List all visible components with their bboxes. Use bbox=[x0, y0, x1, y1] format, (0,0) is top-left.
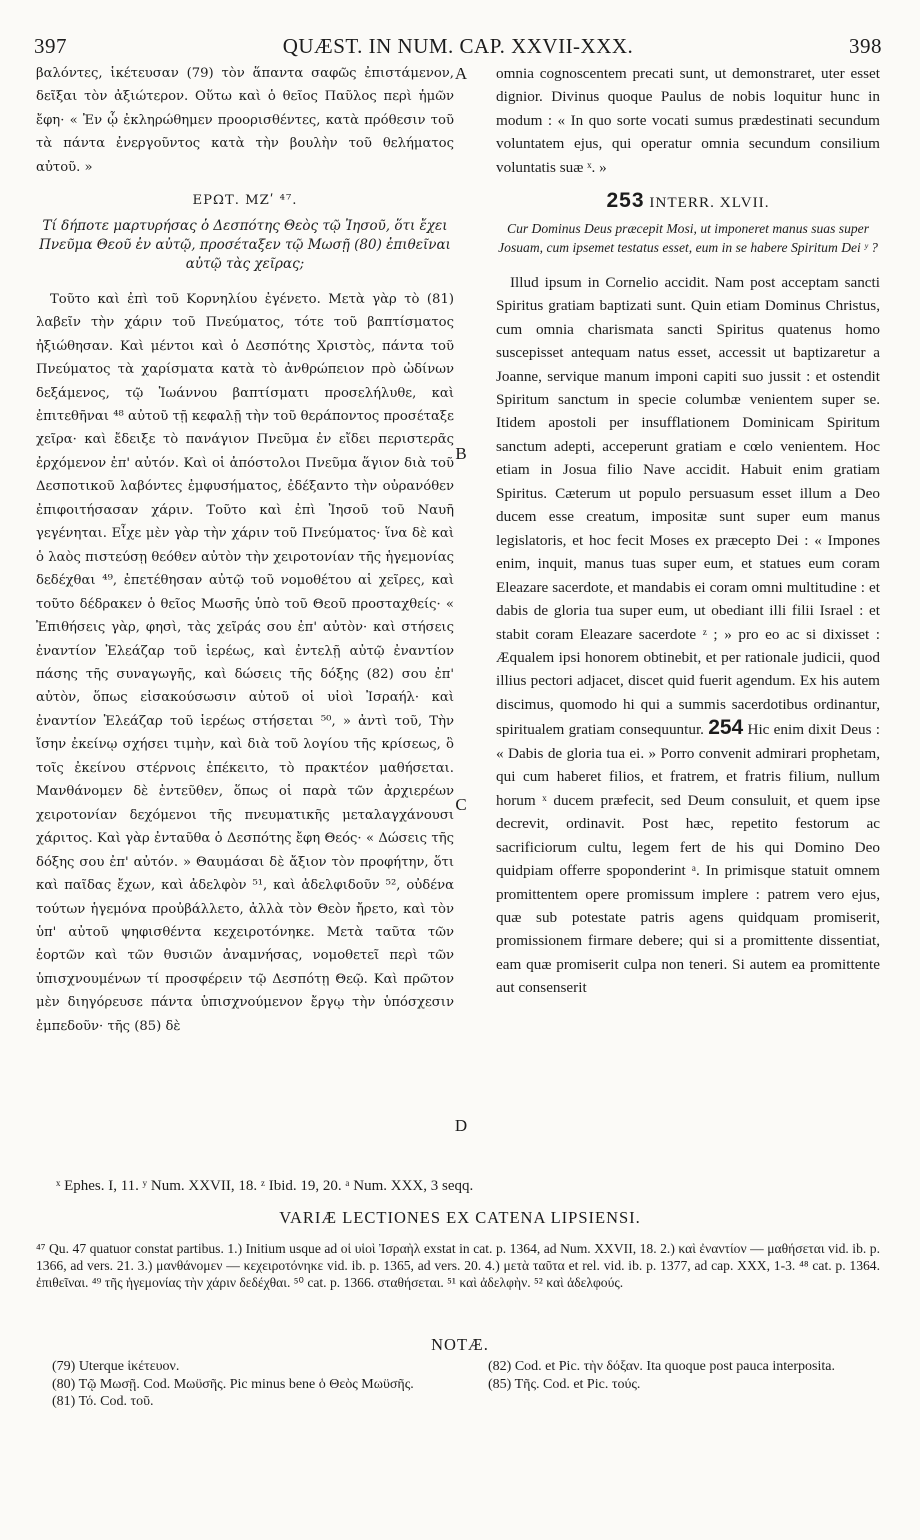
note-82: (82) Cod. et Pic. τὴν δόξαν. Ita quoque post pauca interposita. bbox=[488, 1359, 835, 1374]
page-number-right: 398 bbox=[849, 34, 882, 58]
latin-body-part-2: Hic enim dixit Deus : « Dabis de gloria tua ei. » Porro convenit admirari prophetam, qui cum haberet filios, et fratrem, et fratris filium, nullum horum ˣ ducem præfecit, sed Deum consuluit, et quem ipse decrevit, ordinavit. Post hæc, repetito festorum ac sacrificiorum cultu, legem fert de his qui Domino Deo quidpiam offerre spoponderint ᵃ. In primisque statuit omnem promittentem opere promissum implere : patrem vero ejus, quæ sub potestate patris agens quidquam promiserit, promissionem firmare debere; qui si a promittente dissentiat, eam quæ promiserit culpa non teneri. Si autem ea promittente aut consenserit bbox=[496, 721, 880, 997]
margin-letter-a: A bbox=[454, 64, 468, 83]
section-number: 253 bbox=[606, 189, 645, 213]
notae-title: NOTÆ. bbox=[431, 1335, 489, 1354]
note-81: (81) Τό. Cod. τοῦ. bbox=[52, 1394, 154, 1409]
variae-lectiones-title: VARIÆ LECTIONES EX CATENA LIPSIENSI. bbox=[279, 1208, 641, 1227]
notae-right-column bbox=[488, 1358, 888, 1393]
note-80: (80) Τῷ Μωσῇ. Cod. Μωϋσῆς. Pic minus bene ὁ Θεὸς Μωϋσῆς. bbox=[52, 1376, 414, 1392]
page-header bbox=[34, 34, 882, 60]
latin-body-paragraph bbox=[496, 271, 880, 1000]
latin-section-heading bbox=[496, 189, 880, 214]
margin-letter-c: C bbox=[455, 795, 467, 814]
latin-question: Cur Dominus Deus præcepit Mosi, ut imponeret manus suas super Josuam, cum ipsemet testatus esset, eum in se habere Spiritum Dei ʸ ? bbox=[498, 220, 878, 255]
greek-column bbox=[36, 62, 454, 1038]
running-title: QUÆST. IN NUM. CAP. XXVII-XXX. bbox=[282, 34, 634, 58]
greek-intro-paragraph: βαλόντες, ἱκέτευσαν (79) τὸν ἅπαντα σαφῶς ἐπιστάμενον, δεῖξαι τὸν ἀξιώτερον. Οὕτω καὶ ὁ θεῖος Παῦλος περὶ ἡμῶν ἔφη· « Ἐν ᾧ ἐκληρώθημεν προορισθέντες, κατὰ πρόθεσιν τοῦ τὰ πάντα ἐνεργοῦντος κατὰ τὴν βουλὴν τοῦ θελήματος αὐτοῦ. » bbox=[36, 66, 454, 175]
latin-intro-paragraph: omnia cognoscentem precati sunt, ut demonstraret, uter esset dignior. Divinus quoque Paulus de nobis loquitur hunc in modum : « In quo sorte vocati sumus prædestinati secundum voluntatem ejus, qui operatur omnia secundum consilium voluntatis suæ ˣ. » bbox=[496, 65, 880, 176]
note-85: (85) Τῆς. Cod. et Pic. τούς. bbox=[488, 1376, 641, 1392]
greek-question: Τί δήποτε μαρτυρήσας ὁ Δεσπότης Θεὸς τῷ Ἰησοῦ, ὅτι ἔχει Πνεῦμα Θεοῦ ἐν αὐτῷ, προσέταξεν τῷ Μωσῇ (80) ἐπιθεῖναι αὐτῷ τὰς χεῖρας; bbox=[39, 217, 451, 272]
margin-letter-d: D bbox=[454, 1116, 468, 1135]
notae-left-column bbox=[52, 1358, 472, 1411]
note-79: (79) Uterque ἱκέτευον. bbox=[52, 1359, 180, 1374]
scripture-footnotes: ˣ Ephes. I, 11. ʸ Num. XXVII, 18. ᶻ Ibid. 19, 20. ᵃ Num. XXX, 3 seqq. bbox=[56, 1178, 474, 1194]
latin-column bbox=[496, 62, 880, 1000]
section-number-2: 254 bbox=[708, 716, 744, 740]
latin-section-title: INTERR. XLVII. bbox=[644, 194, 770, 212]
latin-body-part-1: Illud ipsum in Cornelio accidit. Nam post acceptam sancti Spiritus gratiam baptizati sunt. Quin etiam Dominus Christus, cum omnia charismata sancti Spiritus quatenus homo suscepisset antequam natus esset, accessit ut baptizaretur a Joanne, servique manum imponi capiti suo jussit : et ostendit Spiritum sanctum in specie columbæ venientem super se. Itidem apostoli per insufflationem Dominicam Spiritum sanctum adepti, acceperunt gratiam e cœlo venientem. Hoc etiam in Josua filio Nave accidit. Habuit enim gratiam Spiritus. Cæterum ut populo persuasum esset illum a Deo ducem esse creatum, impositæ sunt super eum manus legislatoris, et hoc fecit Moses ex præcepto Dei : « Impones enim, inquit, manus tuas super eum, et statues eum coram Eleazare sacerdote, et mandabis ei coram omni multitudine : et dabis de gloria tua super eum, ut obediant illi filii Israel : et stabit coram Eleazare sacerdote ᶻ ; » pro eo ac si dixisset : Æqualem ipsi honorem obtinebit, et per rationale judicii, quod illius pectori adjacet, discet quid fuerit agendum. Ex his autem discimus, quomodo hi qui a summis sacerdotibus ordinantur, spiritualem gratiam consequuntur. bbox=[496, 273, 880, 739]
page-number-left: 397 bbox=[34, 34, 67, 58]
greek-section-heading: ΕΡΩΤ. ΜΖʹ ⁴⁷. bbox=[192, 193, 298, 209]
variae-lectiones-text: ⁴⁷ Qu. 47 quatuor constat partibus. 1.) Initium usque ad οἱ υἱοὶ Ἰσραὴλ exstat in cat. p. 1364, ad Num. XXVII, 18. 2.) καὶ ἐναντίον — μαθήσεται vid. ib. p. 1366, ad vers. 21. 3.) μανθάνομεν — κεχειροτόνηκε vid. ib. p. 1365, ad vers. 20. 4.) μετὰ ταῦτα et rel. vid. ib. p. 1377, ad cap. XXX, 1-3. ⁴⁸ cat. p. 1364. ἐπιθεῖναι. ⁴⁹ τῆς ἡγεμονίας τὴν χάριν δεδέχθαι. ⁵⁰ cat. p. 1366. σταθήσεται. ⁵¹ καὶ ἀδελφὴν. ⁵² καὶ ἀδελφούς. bbox=[36, 1241, 880, 1290]
greek-body-paragraph: Τοῦτο καὶ ἐπὶ τοῦ Κορνηλίου ἐγένετο. Μετὰ γὰρ τὸ (81) λαβεῖν τὴν χάριν τοῦ Πνεύματος, τότε τοῦ βαπτίσματος ἠξιώθησαν. Καὶ μέντοι καὶ ὁ Δεσπότης Χριστὸς, πάντα τοῦ Πνεύματος τὰ χαρίσματα κατὰ τὸ ἀνθρώπειον πρὸ ὠδίνων δεξάμενος, τῷ Ἰωάννου βαπτίσματι προσελήλυθε, καὶ ἐπιτεθῆναι ⁴⁸ αὐτοῦ τῇ κεφαλῇ τὴν τοῦ θεράποντος προσέταξε χεῖρα· καὶ ἔδειξε τὸ πανάγιον Πνεῦμα ἐν εἴδει περιστερᾶς ἐρχόμενον ἐπ' αὐτόν. Καὶ οἱ ἀπόστολοι Πνεῦμα ἅγιον διὰ τοῦ Δεσποτικοῦ λαβόντες ἐμφυσήματος, ἐδέξαντο τὴν οὐρανόθεν ἐπιφοιτήσασαν χάριν. Τοῦτο καὶ ἐπὶ Ἰησοῦ τοῦ Ναυῆ γεγένηται. Εἶχε μὲν γὰρ τὴν χάριν τοῦ Πνεύματος· ἵνα δὲ καὶ ὁ λαὸς πιστεύσῃ θεόθεν αὐτὸν τὴν χειροτονίαν τῆς ἡγεμονίας δεδέχθαι ⁴⁹, ἐπετέθησαν αὐτῷ τοῦ νομοθέτου αἱ χεῖρες, καὶ τοῦτο δέδρακεν ὁ θεῖος Μωσῆς ὑπὸ τοῦ Θεοῦ προσταχθείς· « Ἐπιθήσεις γὰρ, φησὶ, τὰς χεῖράς σου ἐπ' αὐτὸν· καὶ στήσεις ἐναντίον Ἐλεάζαρ τοῦ ἱερέως, καὶ ἐντελῇ αὐτῷ ἐναντίον πάσης τῆς συναγωγῆς, καὶ δώσεις τῆς δόξης (82) σου ἐπ' αὐτὸν, ὅπως εἰσακούσωσιν αὐτοῦ οἱ υἱοὶ Ἰσραήλ· καὶ ἐναντίον Ἐλεάζαρ τοῦ ἱερέως στήσεται ⁵⁰, » ἀντὶ τοῦ, Τὴν ἴσην ἐκείνῳ σχήσει τιμὴν, καὶ διὰ τοῦ λογίου τῆς κρίσεως, ὃ τοῖς ἐκείνου στέρνοις ἐπέκειτο, τὸ πρακτέον μαθήσεται. Μανθάνομεν δὲ ἐντεῦθεν, ὅπως οἱ παρὰ τῶν ἀρχιερέων χειροτονίαν δεχόμενοι τῆς πνευματικῆς μεταλαγχάνουσι χάριτος. Καὶ γὰρ ἐνταῦθα ὁ Δεσπότης ἔφη Θεός· « Δώσεις τῆς δόξης σου ἐπ' αὐτόν. » Θαυμάσαι δὲ ἄξιον τὸν προφήτην, ὅτι καὶ παῖδας ἔχων, καὶ ἀδελφὸν ⁵¹, καὶ ἀδελφιδοῦν ⁵², οὐδένα τούτων ἡγεμόνα προὐβάλλετο, ἀλλὰ τὸν Θεὸν ἤρετο, καὶ τὸν ὑπ' αὐτοῦ ψηφισθέντα κεχειροτόνηκε. Μετὰ ταῦτα τῶν ἑορτῶν καὶ τῶν θυσιῶν ἀναμνήσας, νομοθετεῖ περὶ τῶν ὑπισχνουμένων τί προσφέρειν τῷ Δεσπότῃ Θεῷ. Καὶ πρῶτον μὲν διηγόρευσε πάντα ὑπισχνούμενον ἔργῳ τὴν ὑπόσχεσιν ἐμπεδοῦν· τῆς (85) δὲ bbox=[36, 291, 454, 1034]
margin-letter-b: B bbox=[455, 444, 467, 463]
